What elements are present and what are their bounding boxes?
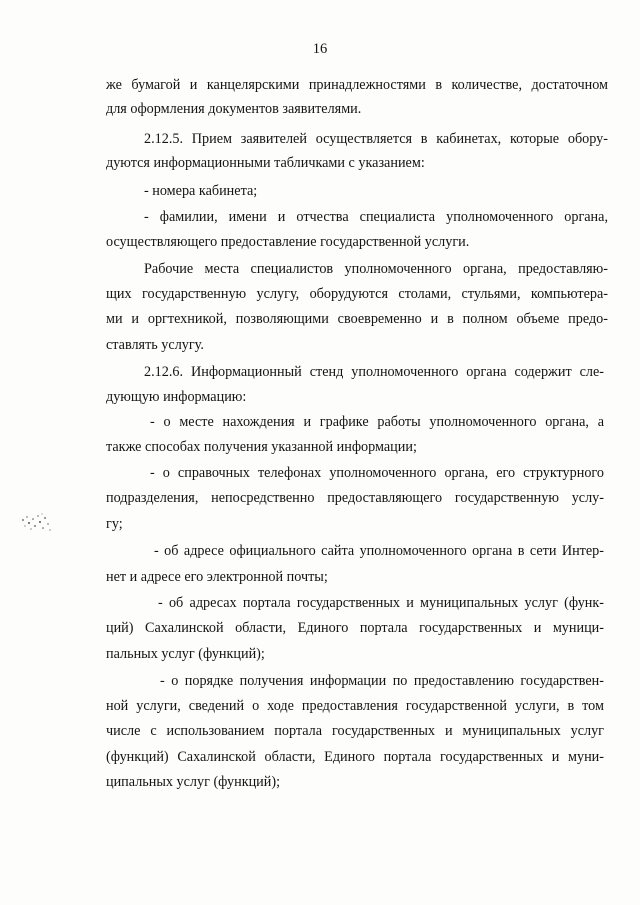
text-line: нет и адресе его электронной почты;: [106, 569, 328, 585]
text-line: гу;: [106, 516, 123, 532]
text-line: подразделения, непосредственно предоставляющего государственную услу-: [106, 490, 604, 506]
page-number: 16: [312, 41, 328, 57]
text-line: дующую информацию:: [106, 389, 247, 405]
text-line: щих государственную услугу, оборудуются столами, стульями, компьютера-: [106, 286, 608, 302]
text-line: ставлять услугу.: [106, 337, 204, 353]
text-line: 2.12.5. Прием заявителей осуществляется в кабинетах, которые обору-: [144, 131, 608, 147]
text-line: числе с использованием портала государственных и муниципальных услуг: [106, 723, 604, 739]
text-line: (функций) Сахалинской области, Единого портала государственных и муни-: [106, 749, 604, 765]
text-line: - фамилии, имени и отчества специалиста уполномоченного органа,: [144, 209, 608, 225]
text-line: ной услуги, сведений о ходе предоставления государственной услуги, в том: [106, 698, 604, 714]
text-line: же бумагой и канцелярскими принадлежностями в количестве, достаточном: [106, 77, 608, 93]
text-line: - о порядке получения информации по предоставлению государствен-: [160, 673, 604, 689]
text-line: для оформления документов заявителями.: [106, 101, 362, 117]
text-line: ций) Сахалинской области, Единого портала государственных и муници-: [106, 620, 604, 636]
text-line: - об адресах портала государственных и муниципальных услуг (функ-: [158, 595, 604, 611]
text-line: Рабочие места специалистов уполномоченного органа, предоставляю-: [144, 261, 608, 277]
text-line: также способах получения указанной информации;: [106, 439, 417, 455]
text-line: пальных услуг (функций);: [106, 646, 265, 662]
text-line: ми и оргтехникой, позволяющими своевременно и в полном объеме предо-: [106, 311, 608, 327]
text-line: - о месте нахождения и графике работы уполномоченного органа, а: [150, 414, 604, 430]
text-line: 2.12.6. Информационный стенд уполномоченного органа содержит сле-: [144, 364, 604, 380]
scan-artifact: [20, 512, 56, 534]
text-line: осуществляющего предоставление государственной услуги.: [106, 234, 470, 250]
text-line: - номера кабинета;: [144, 183, 258, 199]
text-line: - о справочных телефонах уполномоченного органа, его структурного: [150, 465, 604, 481]
text-line: ципальных услуг (функций);: [106, 774, 281, 790]
text-line: - об адресе официального сайта уполномоченного органа в сети Интер-: [154, 543, 604, 559]
text-line: дуются информационными табличками с указанием:: [106, 155, 425, 171]
